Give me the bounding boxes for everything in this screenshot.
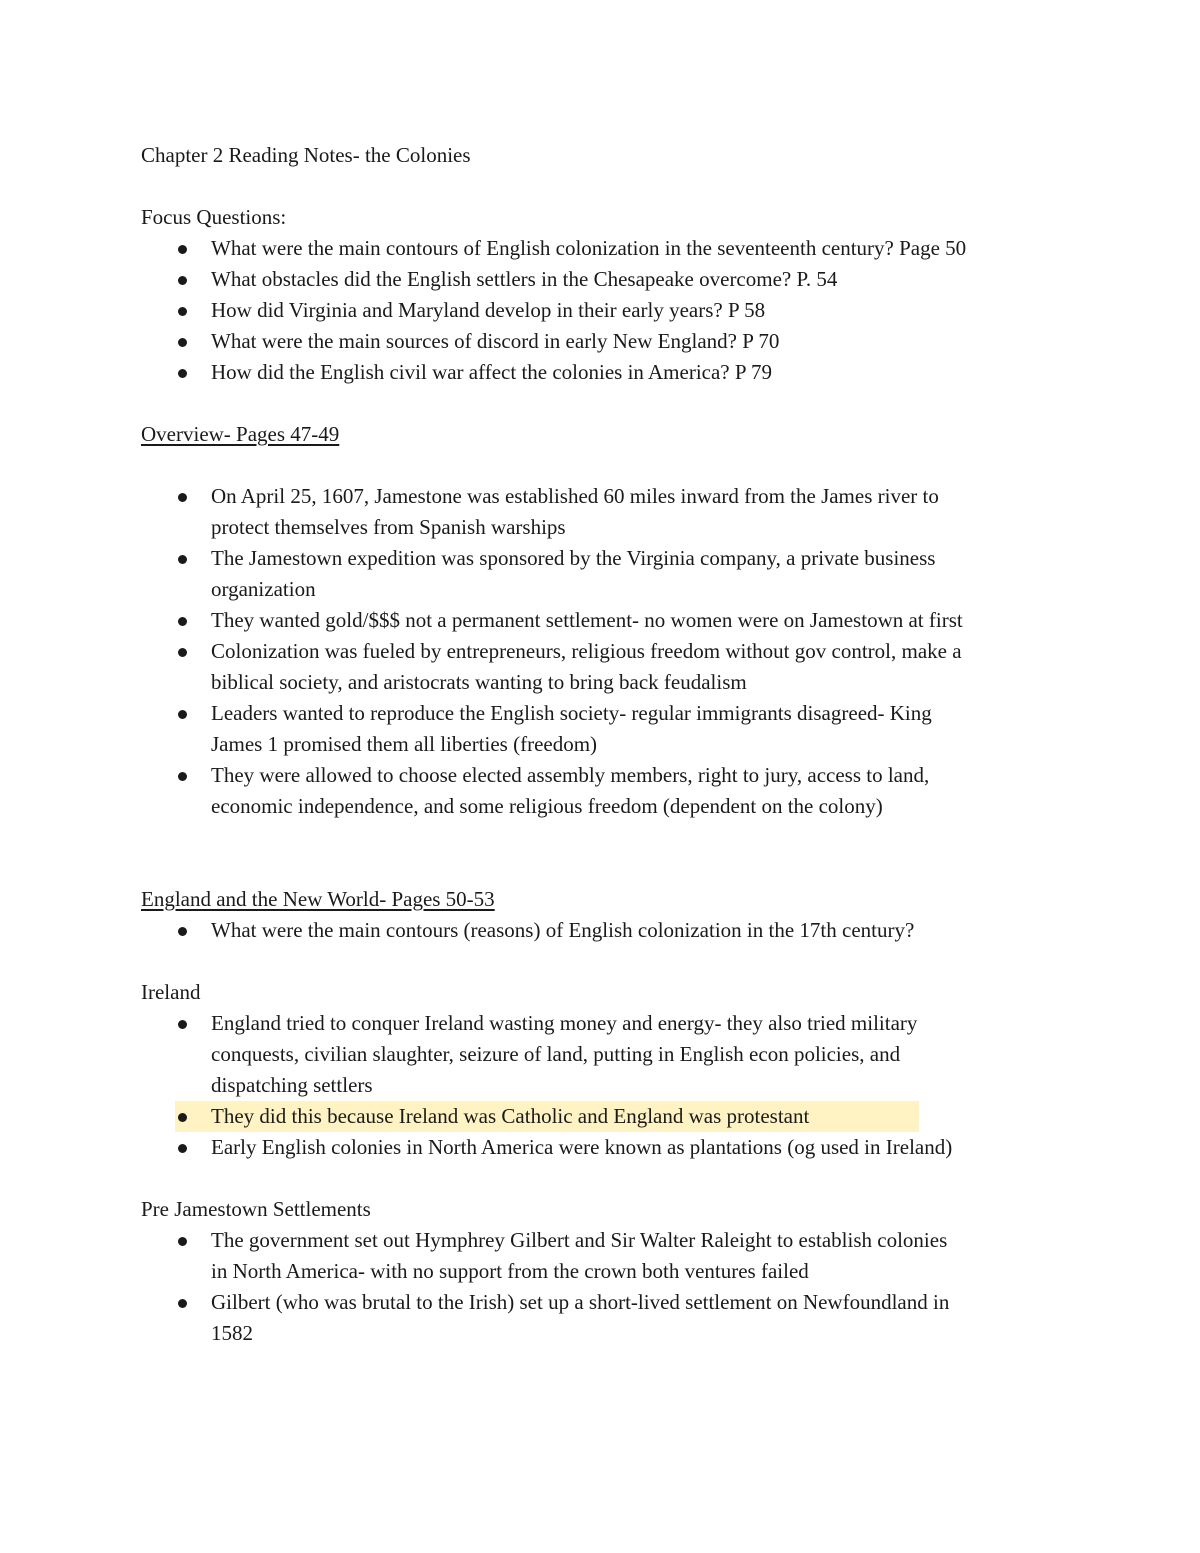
list-item [141,543,1071,605]
list-item-text: They did this because Ireland was Catholic and England was protestant [211,1104,810,1128]
list-item-text: Leaders wanted to reproduce the English society- regular immigrants disagreed- King James 1 promised them all liberties (freedom) [211,701,932,756]
spacer [141,853,1071,884]
bullet-icon [178,927,187,936]
bullet-icon [178,1299,187,1308]
spacer [141,822,1071,853]
list-item-text: The Jamestown expedition was sponsored by the Virginia company, a private business organization [211,546,936,601]
list-item [141,481,1071,543]
bullet-icon [178,772,187,781]
focus-questions-list [141,233,1071,388]
list-item-text: How did the English civil war affect the colonies in America? P 79 [211,360,773,384]
list-item [141,698,1071,760]
bullet-icon [178,307,187,316]
spacer [141,946,1071,977]
bullet-icon [178,617,187,626]
list-item-text: England tried to conquer Ireland wasting money and energy- they also tried military conquests, civilian slaughter, seizure of land, putting in English econ policies, and dispatching settlers [211,1011,918,1097]
list-item [141,326,1071,357]
list-item [141,233,1071,264]
list-item [141,295,1071,326]
spacer [141,450,1071,481]
bullet-icon [178,1144,187,1153]
list-item-text: How did Virginia and Maryland develop in their early years? P 58 [211,298,766,322]
list-item [141,1287,1071,1349]
highlighted-list-item [175,1101,919,1132]
list-item [141,915,1071,946]
ireland-list [141,1008,1071,1163]
bullet-icon [178,245,187,254]
pre-jamestown-list [141,1225,1071,1349]
list-item [141,1008,1071,1101]
bullet-icon [178,555,187,564]
focus-questions-label: Focus Questions: [141,205,287,229]
bullet-icon [178,369,187,378]
bullet-icon [178,493,187,502]
new-world-list [141,915,1071,946]
spacer [141,388,1071,419]
list-item [141,264,1071,295]
bullet-icon [178,1237,187,1246]
list-item-text: Colonization was fueled by entrepreneurs, religious freedom without gov control, make a biblical society, and aristocrats wanting to bring back feudalism [211,639,962,694]
spacer [141,1163,1071,1194]
bullet-icon [178,648,187,657]
list-item [141,636,1071,698]
overview-heading: Overview- Pages 47-49 [141,422,340,446]
bullet-icon [178,276,187,285]
list-item-text: What were the main sources of discord in early New England? P 70 [211,329,780,353]
pre-jamestown-heading: Pre Jamestown Settlements [141,1197,371,1221]
list-item [141,1225,1071,1287]
list-item-text: On April 25, 1607, Jamestone was established 60 miles inward from the James river to protect themselves from Spanish warships [211,484,939,539]
list-item [141,1132,1071,1163]
list-item-text: They were allowed to choose elected assembly members, right to jury, access to land, economic independence, and some religious freedom (dependent on the colony) [211,763,930,818]
list-item-text: Gilbert (who was brutal to the Irish) set up a short-lived settlement on Newfoundland in 1582 [211,1290,950,1345]
list-item-text: Early English colonies in North America were known as plantations (og used in Ireland) [211,1135,953,1159]
list-item-text: What obstacles did the English settlers in the Chesapeake overcome? P. 54 [211,267,838,291]
spacer [141,171,1071,202]
document-title: Chapter 2 Reading Notes- the Colonies [141,143,471,167]
list-item [141,357,1071,388]
document-page [141,140,1071,1349]
overview-list [141,481,1071,822]
list-item-text: What were the main contours (reasons) of English colonization in the 17th century? [211,918,915,942]
list-item-text: What were the main contours of English colonization in the seventeenth century? Page 50 [211,236,967,260]
bullet-icon [178,1020,187,1029]
list-item [141,605,1071,636]
list-item [141,760,1071,822]
bullet-icon [178,338,187,347]
list-item-text: The government set out Hymphrey Gilbert and Sir Walter Raleight to establish colonies in North America- with no support from the crown both ventures failed [211,1228,948,1283]
new-world-heading: England and the New World- Pages 50-53 [141,887,495,911]
ireland-heading: Ireland [141,980,201,1004]
bullet-icon [178,1113,187,1122]
list-item-text: They wanted gold/$$$ not a permanent settlement- no women were on Jamestown at first [211,608,963,632]
bullet-icon [178,710,187,719]
